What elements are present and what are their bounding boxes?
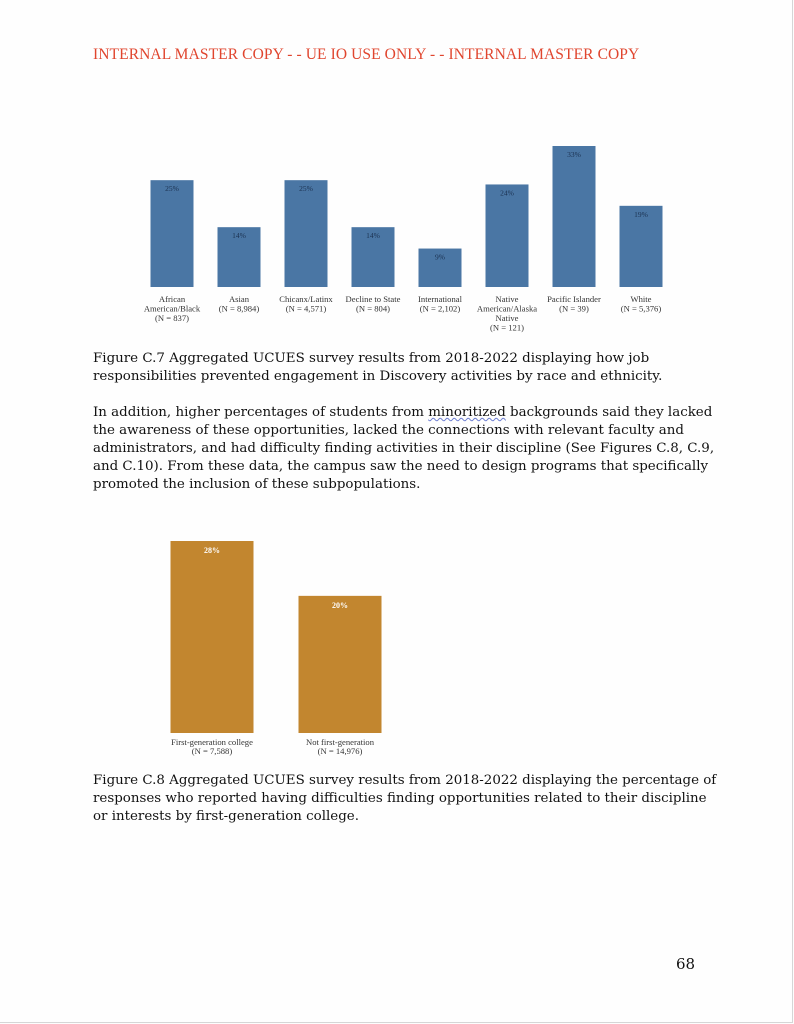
category-label: (N = 5,376) [620,303,662,314]
category-label: American/Black [143,303,201,314]
category-label: (N = 837) [155,313,189,323]
category-label: (N = 804) [356,303,390,314]
figure-c7-caption [93,350,723,386]
category-label: African [158,294,186,304]
chart-bar [285,180,328,287]
chart-bar [299,596,382,733]
figure-c8-caption-text: Figure C.8 Aggregated UCUES survey results from 2018-2022 displaying the percentage of responses who reported having difficulties finding opportunities related to their discipline or interests by first-generation college. [93,773,717,824]
category-label: (N = 2,102) [419,303,461,314]
category-label: Pacific Islander [547,294,601,304]
data-label: 33% [567,150,581,159]
race-ethnicity-bar-chart [0,130,794,345]
data-label: 20% [332,600,348,610]
category-label: (N = 4,571) [285,303,327,314]
category-label: Native [495,294,519,304]
figure-c8-caption [93,772,723,826]
category-label: (N = 7,588) [191,746,233,756]
chart-bar [151,180,194,287]
page-number: 68 [676,955,696,973]
category-label: Native [495,313,519,323]
category-label: Asian [228,294,250,304]
body-text-part2: backgrounds said they lacked the awareness of these opportunities, lacked the connections with relevant faculty and administrators, and had difficulty finding activities in their discipline (See Figures C.8, C.9, and C.10). From these data, the campus saw the need to design programs that specifically promoted the inclusion of these subpopulations. [93,405,715,492]
data-label: 14% [232,231,246,241]
category-label: First-generation college [171,737,253,747]
first-generation-bar-chart [0,530,794,762]
chart-bar [171,541,254,733]
data-label: 25% [299,184,313,194]
category-label: Decline to State [345,294,401,304]
category-label: White [630,294,652,304]
data-label: 14% [366,231,380,241]
body-paragraph [93,404,723,494]
data-label: 19% [634,209,648,219]
figure-c7-caption-text: Figure C.7 Aggregated UCUES survey results from 2018-2022 displaying how job responsibilities prevented engagement in Discovery activities by race and ethnicity. [93,351,663,384]
category-label: American/Alaska [476,303,538,314]
category-label: International [418,294,462,304]
category-label: (N = 14,976) [317,746,363,756]
data-label: 24% [500,188,514,198]
spellcheck-flagged-word[interactable]: minoritized [428,405,506,420]
data-label: 28% [204,546,220,555]
category-label: (N = 121) [490,322,524,333]
internal-master-copy-banner: INTERNAL MASTER COPY - - UE IO USE ONLY - - INTERNAL MASTER COPY [93,46,640,63]
body-text-part1: In addition, higher percentages of students from [93,405,429,420]
chart-bar [553,146,596,287]
category-label: Not first-generation [305,737,375,747]
data-label: 9% [435,252,445,262]
chart-bar [486,184,529,287]
data-label: 25% [165,184,179,194]
category-label: Chicanx/Latinx [279,294,333,304]
category-label: (N = 39) [559,303,589,314]
category-label: (N = 8,984) [218,303,260,314]
